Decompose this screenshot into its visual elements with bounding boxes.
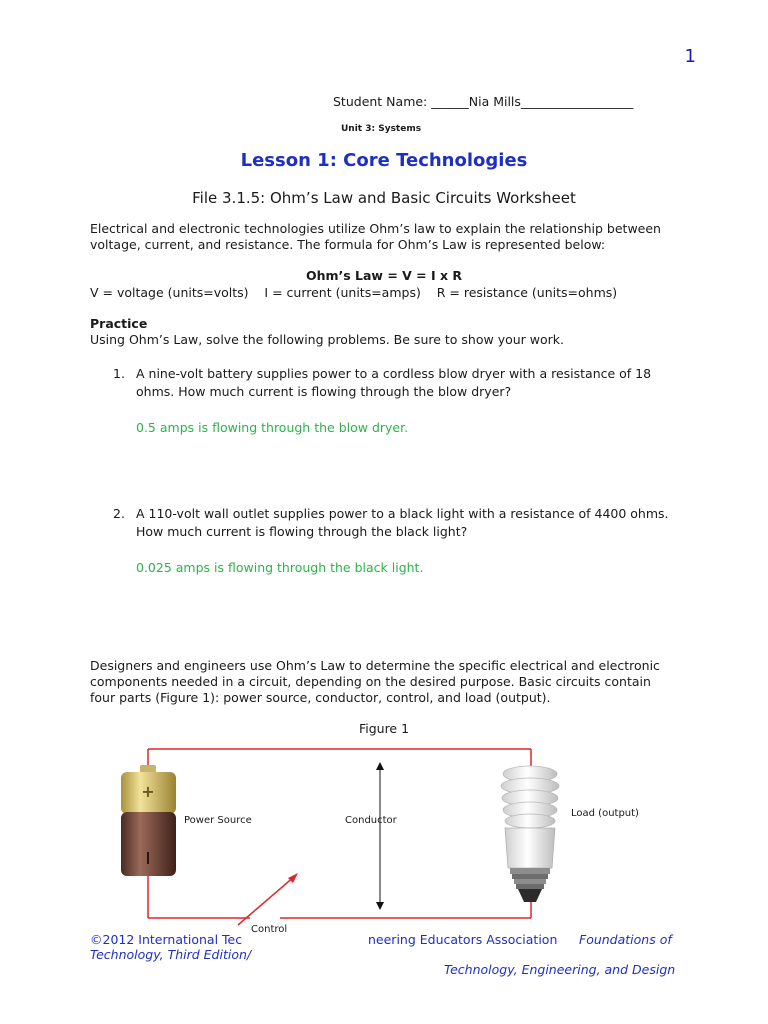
footer-copyright-continued: neering Educators Association: [368, 932, 558, 947]
control-label: Control: [251, 924, 288, 935]
figure-caption: Figure 1: [358, 721, 410, 736]
power-source-label: Power Source: [184, 815, 252, 826]
ohms-law-formula: Ohm’s Law = V = I x R: [305, 268, 463, 283]
circuit-wires: [148, 749, 531, 918]
intro-line-2: voltage, current, and resistance. The formula for Ohm’s Law is represented below:: [90, 237, 606, 252]
page-number: 1: [684, 46, 696, 67]
answer-text: 0.025 amps is flowing through the black light.: [136, 560, 424, 575]
light-bulb-icon: [501, 766, 559, 902]
lesson-title: Lesson 1: Core Technologies: [240, 150, 528, 171]
paragraph-line: components needed in a circuit, depending on the desired purpose. Basic circuits contain: [90, 674, 651, 689]
intro-line-1: Electrical and electronic technologies utilize Ohm’s law to explain the relationship between: [90, 221, 661, 236]
student-name-line: Student Name: ______Nia Mills__________________: [333, 94, 634, 109]
load-label: Load (output): [571, 808, 639, 819]
footer-course-title: Foundations of: [579, 932, 672, 947]
conductor-label: Conductor: [345, 815, 397, 826]
practice-heading: Practice: [90, 316, 148, 331]
variable-definitions: V = voltage (units=volts) I = current (units=amps) R = resistance (units=ohms): [90, 285, 618, 300]
question-text-line: How much current is flowing through the black light?: [136, 524, 468, 539]
footer-copyright: ©2012 International Tec: [90, 932, 243, 947]
battery-icon: [121, 765, 176, 876]
question-text-line: ohms. How much current is flowing through the blow dryer?: [136, 384, 512, 399]
question-text-line: A 110-volt wall outlet supplies power to a black light with a resistance of 4400 ohms.: [136, 506, 669, 521]
svg-text:+: +: [141, 782, 155, 801]
file-title: File 3.1.5: Ohm’s Law and Basic Circuits Worksheet: [192, 189, 576, 207]
answer-text: 0.5 amps is flowing through the blow dryer.: [136, 420, 409, 435]
question-number: 1.: [113, 366, 125, 381]
footer-edition: Technology, Third Edition/: [90, 947, 252, 962]
question-text-line: A nine-volt battery supplies power to a cordless blow dryer with a resistance of 18: [136, 366, 652, 381]
practice-instruction: Using Ohm’s Law, solve the following problems. Be sure to show your work.: [90, 332, 564, 347]
paragraph-line: four parts (Figure 1): power source, conductor, control, and load (output).: [90, 690, 551, 705]
paragraph-line: Designers and engineers use Ohm’s Law to determine the specific electrical and electronic: [90, 658, 660, 673]
footer-course-subtitle: Technology, Engineering, and Design: [444, 962, 676, 977]
unit-label: Unit 3: Systems: [341, 124, 422, 134]
question-number: 2.: [113, 506, 125, 521]
